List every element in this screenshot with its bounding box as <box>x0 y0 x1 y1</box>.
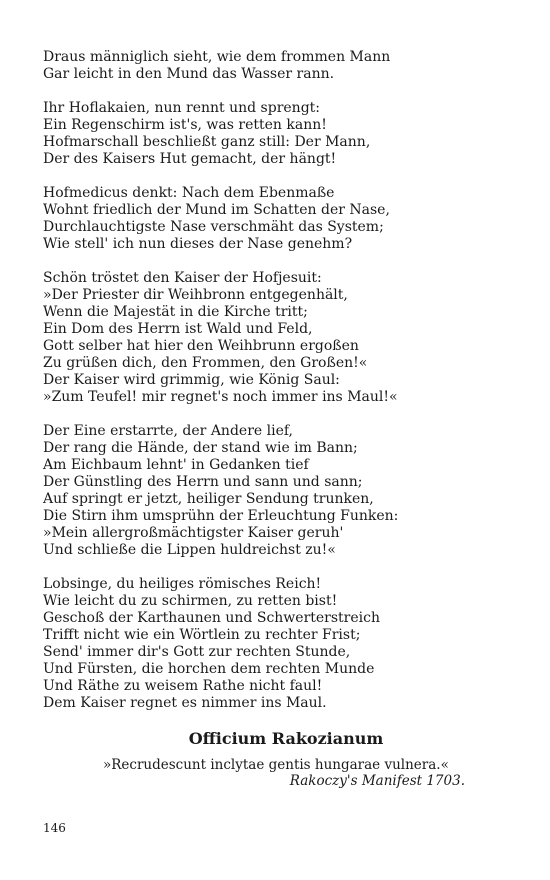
verse-line: Draus männiglich sieht, wie dem frommen Mann <box>43 49 391 65</box>
poem-title: Officium Rakozianum <box>188 729 384 748</box>
stanza-1 <box>43 49 390 83</box>
verse-line: »Mein allergroßmächtigster Kaiser geruh' <box>43 525 344 541</box>
verse-line: Gott selber hat hier den Weihbrunn ergoßen <box>43 338 359 354</box>
verse-line: Der des Kaisers Hut gemacht, der hängt! <box>43 151 337 167</box>
verse-line: Wenn die Majestät in die Kirche tritt; <box>43 304 308 320</box>
verse-line: Wie stell' ich nun dieses der Nase genehm? <box>43 236 353 252</box>
verse-line: Hofmarschall beschließt ganz still: Der Mann, <box>43 134 371 150</box>
page-number: 146 <box>43 821 66 835</box>
stanza-2 <box>43 100 370 168</box>
verse-line: Geschoß der Karthaunen und Schwerterstreich <box>43 610 380 626</box>
verse-line: Ein Dom des Herrn ist Wald und Feld, <box>43 321 313 337</box>
verse-line: Send' immer dir's Gott zur rechten Stunde, <box>43 644 351 660</box>
verse-line: Wohnt friedlich der Mund im Schatten der Nase, <box>43 202 390 218</box>
stanza-5 <box>43 423 398 559</box>
verse-line: Schön tröstet den Kaiser der Hofjesuit: <box>43 270 322 286</box>
verse-line: Wie leicht du zu schirmen, zu retten bist! <box>43 593 338 609</box>
stanza-4 <box>43 270 398 406</box>
verse-line: Durchlauchtigste Nase verschmäht das System; <box>43 219 384 235</box>
verse-line: »Der Priester dir Weihbronn entgegenhält, <box>43 287 348 303</box>
verse-line: Und Fürsten, die horchen dem rechten Munde <box>43 661 375 677</box>
verse-line: Der rang die Hände, der stand wie im Bann; <box>43 440 358 456</box>
verse-line: Und schließe die Lippen huldreichst zu!« <box>43 542 336 558</box>
epigraph-attribution: Rakoczy's Manifest 1703. <box>289 773 465 789</box>
verse-line: Trifft nicht wie ein Wörtlein zu rechter Frist; <box>43 627 361 643</box>
verse-line: Auf springt er jetzt, heiliger Sendung trunken, <box>43 491 374 507</box>
verse-line: Hofmedicus denkt: Nach dem Ebenmaße <box>43 185 335 201</box>
verse-line: Zu grüßen dich, den Frommen, den Großen!« <box>43 355 368 371</box>
verse-line: Lobsinge, du heiliges römisches Reich! <box>43 576 322 592</box>
verse-line: Ihr Hoflakaien, nun rennt und sprengt: <box>43 100 320 116</box>
verse-line: Am Eichbaum lehnt' in Gedanken tief <box>43 457 309 473</box>
verse-line: Ein Regenschirm ist's, was retten kann! <box>43 117 327 133</box>
verse-line: Und Räthe zu weisem Rathe nicht faul! <box>43 678 323 694</box>
verse-line: »Zum Teufel! mir regnet's noch immer ins Maul!« <box>43 389 398 405</box>
epigraph: »Recrudescunt inclytae gentis hungarae vulnera.« <box>103 757 449 773</box>
verse-line: Dem Kaiser regnet es nimmer ins Maul. <box>43 695 327 711</box>
stanza-6 <box>43 576 380 712</box>
verse-line: Die Stirn ihm umsprühn der Erleuchtung Funken: <box>43 508 399 524</box>
stanza-3 <box>43 185 390 253</box>
verse-line: Der Kaiser wird grimmig, wie König Saul: <box>43 372 340 388</box>
verse-line: Gar leicht in den Mund das Wasser rann. <box>43 66 335 82</box>
verse-line: Der Eine erstarrte, der Andere lief, <box>43 423 293 439</box>
verse-line: Der Günstling des Herrn und sann und sann; <box>43 474 363 490</box>
